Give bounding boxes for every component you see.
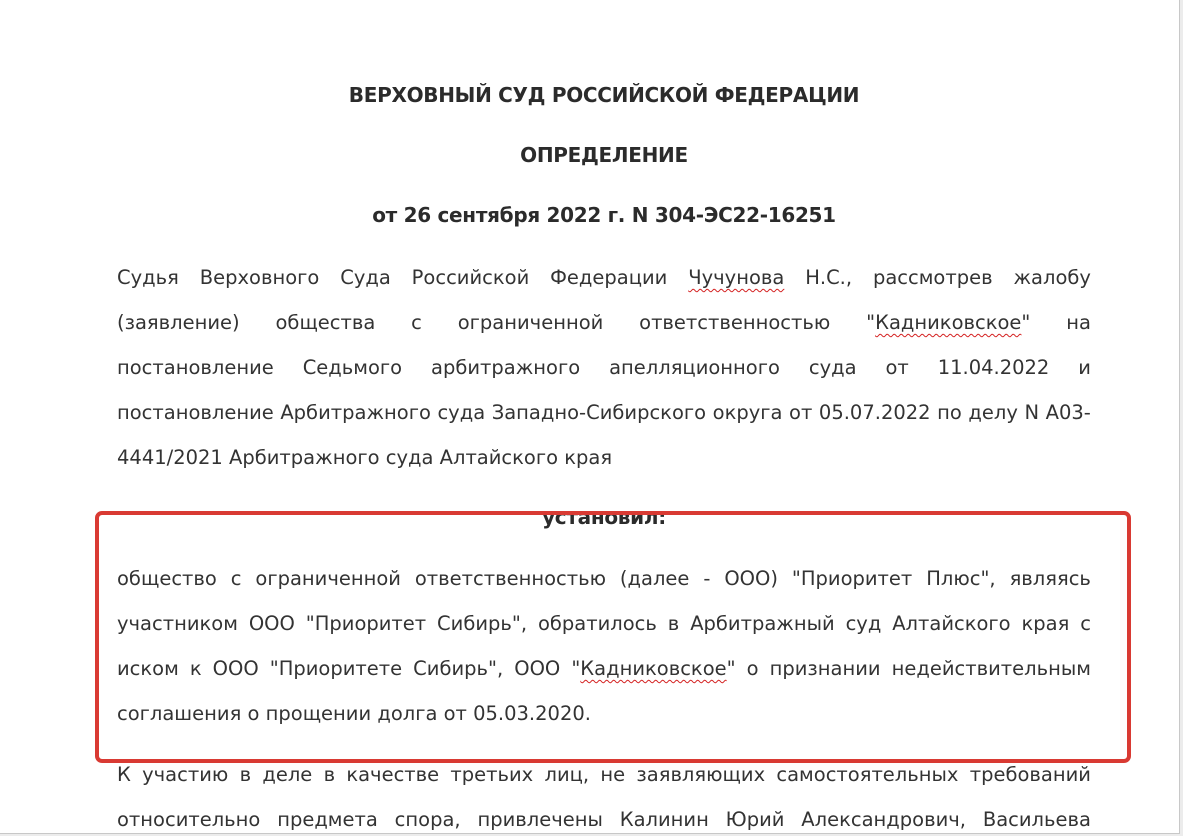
word: "Приоритет [305,612,427,635]
word: ответственностью [414,567,606,590]
word: Н.С., [805,266,853,289]
word: деле [262,763,313,786]
word: А03- [1045,401,1091,424]
text-line [117,390,1091,435]
text-line [117,646,1091,691]
word: жалобу [1013,266,1091,289]
word: Александрович, [801,808,966,831]
word: (далее [619,567,690,590]
court-title: ВЕРХОВНЫЙ СУД РОССИЙСКОЙ ФЕДЕРАЦИИ [348,83,860,107]
word: округа [712,401,783,424]
word: N [1024,401,1040,424]
word: к [189,657,202,680]
word: - [703,567,711,590]
word: суда [437,401,486,424]
word: недействительным [891,657,1091,680]
word: с [1080,612,1091,635]
document-date-number: от 26 сентября 2022 г. N 304-ЭС22-16251 [372,203,836,227]
spellcheck-flagged-word[interactable]: Кадниковское [875,311,1022,334]
word: с [230,567,242,590]
word: "Кадниковское" [571,657,736,680]
word: третьих [450,763,534,786]
word: в [239,763,252,786]
word: Плюс", [926,567,996,590]
word: с [411,311,422,334]
word: постановление [117,356,274,379]
word: ООО [212,657,259,680]
word: от [885,356,909,379]
word: (заявление) [117,311,240,334]
word: 4441/2021 Арбитражного суда Алтайского края [117,446,613,469]
word: Арбитражного [280,401,431,424]
spellcheck-flagged-word[interactable]: Кадниковское [580,657,727,680]
word: Верховного [199,266,320,289]
word: и [1078,356,1091,379]
text-line [117,556,1091,601]
text-line [117,255,1091,300]
word: К [117,763,131,786]
document-type-heading: ОПРЕДЕЛЕНИЕ [520,143,688,167]
word: в [667,612,680,635]
word: Арбитражный [690,612,835,635]
word: по [937,401,962,424]
word: лиц, [544,763,590,786]
word: в [323,763,336,786]
word: обратилось [537,612,657,635]
word: предмета [277,808,378,831]
word: суд [845,612,882,635]
third-parties-paragraph[interactable] [117,752,1091,834]
word: Судья [117,266,179,289]
word: "Приоритете [269,657,403,680]
text-line [117,435,1091,480]
word: арбитражного [431,356,581,379]
word: ограниченной [457,311,604,334]
word: Седьмого [302,356,403,379]
word: постановление [117,401,274,424]
word: ограниченной [255,567,401,590]
word: требований [969,763,1091,786]
intro-paragraph[interactable] [117,255,1091,480]
word: Васильева [982,808,1091,831]
word: признании [769,657,881,680]
established-heading: установил: [542,505,666,529]
text-line [117,345,1091,390]
word: Юрий [725,808,785,831]
word: относительно [117,808,261,831]
word: ответственностью [639,311,831,334]
word: качестве [346,763,440,786]
word: привлечены [477,808,603,831]
text-line [117,601,1091,646]
word: ООО) [724,567,778,590]
word: общество [117,567,217,590]
word: апелляционного [609,356,780,379]
word: участию [142,763,229,786]
word: суда [808,356,857,379]
word: делу [968,401,1018,424]
word: Западно-Сибирского [491,401,707,424]
word: не [600,763,626,786]
word: Российской [411,266,530,289]
word: Алтайского [892,612,1011,635]
word: 11.04.2022 [937,356,1050,379]
word: 05.07.2022 [818,401,931,424]
text-line [117,752,1091,797]
word: соглашения о прощении долга от 05.03.2020. [117,702,591,725]
spellcheck-flagged-word[interactable]: Чучунова [688,266,785,289]
word: Калинин [619,808,709,831]
word: Суда [340,266,391,289]
word: Сибирь", [437,612,528,635]
established-paragraph[interactable] [117,556,1091,736]
word: рассмотрев [872,266,993,289]
word: иском [117,657,179,680]
word: на [1066,311,1091,334]
word: "Приоритет [791,567,913,590]
text-line [117,797,1091,834]
word: о [746,657,759,680]
word: ООО [514,657,561,680]
word: заявляющих [636,763,766,786]
word: спора, [394,808,461,831]
text-line [117,691,1091,736]
word: являясь [1009,567,1091,590]
text-line [117,300,1091,345]
word: участником [117,612,238,635]
word: края [1021,612,1070,635]
word: самостоятельных [776,763,959,786]
word: от [789,401,813,424]
word: Сибирь", [413,657,504,680]
word: "Кадниковское" [866,311,1031,334]
word: общества [275,311,376,334]
word [688,255,784,300]
word: Федерации [550,266,668,289]
word: ООО [248,612,295,635]
